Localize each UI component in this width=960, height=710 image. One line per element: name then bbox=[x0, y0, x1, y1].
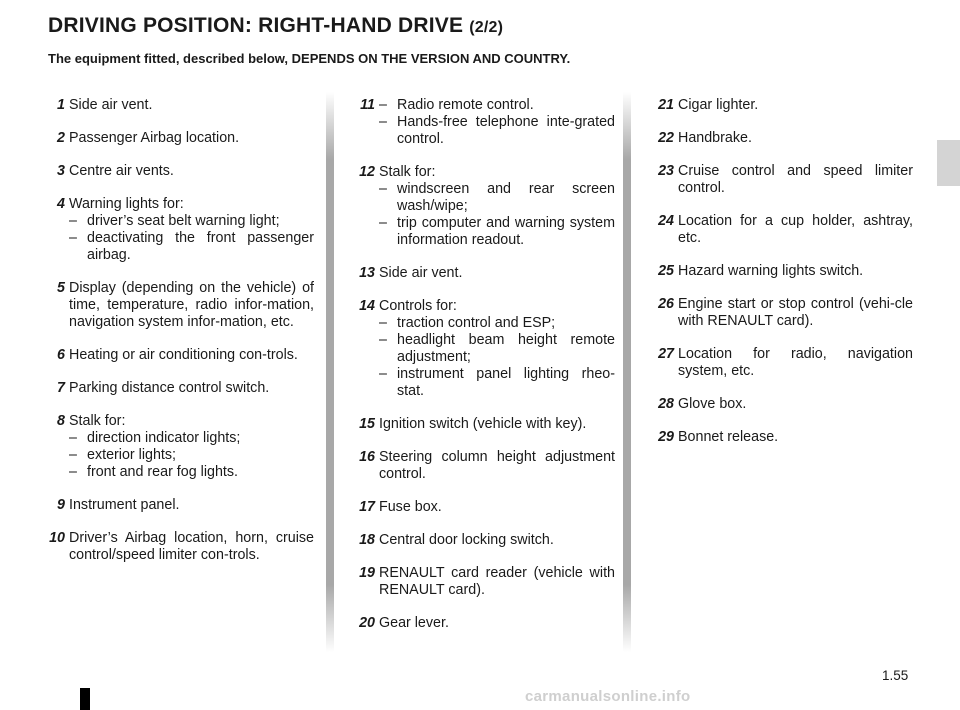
legend-item-text: Stalk for: bbox=[69, 413, 126, 429]
legend-item bbox=[350, 499, 615, 516]
legend-sub-item bbox=[69, 447, 314, 464]
legend-item-text: Cigar lighter. bbox=[678, 97, 759, 113]
legend-item bbox=[647, 263, 913, 280]
legend-item-number: 10 bbox=[49, 530, 65, 546]
legend-sub-item bbox=[69, 230, 314, 264]
legend-item-body bbox=[678, 346, 913, 380]
legend-item-number: 3 bbox=[57, 163, 65, 179]
legend-sub-item-text: trip computer and warning system information readout. bbox=[397, 215, 615, 248]
legend-sub-item bbox=[69, 430, 314, 447]
legend-item bbox=[46, 530, 314, 564]
legend-item bbox=[350, 565, 615, 599]
legend-item-text: Location for a cup holder, ashtray, etc. bbox=[678, 213, 913, 246]
legend-item-body bbox=[379, 265, 615, 282]
legend-item-body bbox=[678, 213, 913, 247]
legend-item-body bbox=[69, 530, 314, 564]
legend-sub-item bbox=[69, 213, 314, 230]
legend-item-text: Handbrake. bbox=[678, 130, 752, 146]
legend-item-number: 24 bbox=[658, 213, 674, 229]
legend-item bbox=[350, 298, 615, 400]
dash-bullet: – bbox=[379, 315, 387, 331]
legend-item bbox=[350, 164, 615, 249]
page-title-text: DRIVING POSITION: RIGHT-HAND DRIVE bbox=[48, 14, 464, 37]
legend-item-text: Bonnet release. bbox=[678, 429, 779, 445]
legend-item-body bbox=[69, 347, 314, 364]
legend-item-text: Parking distance control switch. bbox=[69, 380, 270, 396]
legend-item-body bbox=[69, 163, 314, 180]
legend-item-body bbox=[379, 565, 615, 599]
legend-item-body bbox=[678, 429, 913, 446]
legend-sub-item bbox=[379, 97, 615, 114]
legend-item-number: 5 bbox=[57, 280, 65, 296]
legend-item bbox=[46, 380, 314, 397]
legend-item bbox=[647, 130, 913, 147]
legend-item bbox=[350, 265, 615, 282]
legend-item bbox=[647, 429, 913, 446]
legend-item bbox=[46, 130, 314, 147]
legend-item bbox=[647, 396, 913, 413]
legend-sub-item-text: front and rear fog lights. bbox=[87, 464, 238, 480]
page-title bbox=[48, 14, 503, 38]
legend-item-number: 27 bbox=[658, 346, 674, 362]
legend-item bbox=[647, 296, 913, 330]
dash-bullet: – bbox=[69, 230, 77, 246]
legend-column-3 bbox=[647, 97, 913, 462]
legend-column-2 bbox=[350, 97, 615, 648]
legend-sub-item-text: Hands-free telephone inte-grated control. bbox=[397, 114, 615, 147]
legend-item-number: 22 bbox=[658, 130, 674, 146]
legend-item-text: Warning lights for: bbox=[69, 196, 184, 212]
legend-item-text: Passenger Airbag location. bbox=[69, 130, 240, 146]
legend-item bbox=[350, 97, 615, 148]
legend-item bbox=[46, 413, 314, 481]
legend-item-body bbox=[69, 196, 314, 264]
legend-item bbox=[647, 213, 913, 247]
legend-item-body bbox=[69, 497, 314, 514]
legend-item-text: Side air vent. bbox=[69, 97, 153, 113]
legend-item-body bbox=[678, 296, 913, 330]
legend-sub-item-text: traction control and ESP; bbox=[397, 315, 556, 331]
legend-item-number: 26 bbox=[658, 296, 674, 312]
column-divider-left bbox=[326, 92, 334, 652]
column-divider-right bbox=[623, 92, 631, 652]
legend-item-number: 29 bbox=[658, 429, 674, 445]
legend-item bbox=[350, 615, 615, 632]
legend-sub-item-text: exterior lights; bbox=[87, 447, 176, 463]
legend-item-number: 1 bbox=[57, 97, 65, 113]
legend-item bbox=[46, 163, 314, 180]
legend-item-number: 18 bbox=[359, 532, 375, 548]
legend-item-body bbox=[379, 615, 615, 632]
legend-item-body bbox=[379, 499, 615, 516]
legend-item-text: Glove box. bbox=[678, 396, 747, 412]
legend-sub-item bbox=[379, 215, 615, 249]
legend-item-body bbox=[69, 97, 314, 114]
legend-item-text: RENAULT card reader (vehicle with RENAULT card). bbox=[379, 565, 615, 598]
dash-bullet: – bbox=[379, 114, 387, 130]
legend-item-number: 2 bbox=[57, 130, 65, 146]
legend-item-number: 21 bbox=[658, 97, 674, 113]
legend-item-number: 6 bbox=[57, 347, 65, 363]
legend-sub-item bbox=[69, 464, 314, 481]
legend-item bbox=[46, 347, 314, 364]
dash-bullet: – bbox=[379, 97, 387, 113]
legend-item-body bbox=[379, 532, 615, 549]
legend-item-number: 4 bbox=[57, 196, 65, 212]
legend-item bbox=[46, 97, 314, 114]
legend-item-text: Instrument panel. bbox=[69, 497, 180, 513]
legend-item-body bbox=[678, 130, 913, 147]
legend-item-body bbox=[69, 380, 314, 397]
dash-bullet: – bbox=[379, 181, 387, 197]
legend-item-number: 8 bbox=[57, 413, 65, 429]
legend-item-body bbox=[678, 163, 913, 197]
legend-item-number: 25 bbox=[658, 263, 674, 279]
legend-item-number: 28 bbox=[658, 396, 674, 412]
legend-item bbox=[350, 449, 615, 483]
legend-item-number: 13 bbox=[359, 265, 375, 281]
legend-item-body bbox=[69, 413, 314, 481]
legend-item-number: 23 bbox=[658, 163, 674, 179]
legend-sub-item bbox=[379, 181, 615, 215]
legend-item-text: Heating or air conditioning con-trols. bbox=[69, 347, 298, 363]
legend-column-1 bbox=[46, 97, 314, 580]
legend-item bbox=[350, 416, 615, 433]
dash-bullet: – bbox=[69, 213, 77, 229]
legend-sub-item bbox=[379, 114, 615, 148]
legend-item bbox=[46, 280, 314, 331]
page-number: 1.55 bbox=[882, 668, 909, 683]
legend-item-number: 14 bbox=[359, 298, 375, 314]
legend-item bbox=[46, 497, 314, 514]
legend-item-body bbox=[379, 97, 615, 148]
legend-item-body bbox=[678, 97, 913, 114]
legend-item-body bbox=[678, 396, 913, 413]
page-title-suffix: (2/2) bbox=[469, 19, 504, 36]
legend-item-text: Display (depending on the vehicle) of time, temperature, radio infor-mation, navigation system infor-mation, etc. bbox=[69, 280, 314, 330]
legend-item-text: Gear lever. bbox=[379, 615, 449, 631]
legend-item-number: 16 bbox=[359, 449, 375, 465]
legend-item-text: Cruise control and speed limiter control. bbox=[678, 163, 913, 196]
legend-item-body bbox=[678, 263, 913, 280]
legend-item bbox=[647, 97, 913, 114]
legend-sub-item-text: windscreen and rear screen wash/wipe; bbox=[397, 181, 615, 214]
legend-item bbox=[647, 163, 913, 197]
legend-item-number: 7 bbox=[57, 380, 65, 396]
legend-item-text: Side air vent. bbox=[379, 265, 463, 281]
legend-item bbox=[647, 346, 913, 380]
legend-item bbox=[46, 196, 314, 264]
legend-sub-item-text: deactivating the front passenger airbag. bbox=[87, 230, 314, 263]
legend-item-body bbox=[69, 280, 314, 331]
legend-item-text: Centre air vents. bbox=[69, 163, 174, 179]
legend-sub-item bbox=[379, 332, 615, 366]
dash-bullet: – bbox=[69, 447, 77, 463]
legend-item-number: 9 bbox=[57, 497, 65, 513]
legend-sub-item-text: driver’s seat belt warning light; bbox=[87, 213, 280, 229]
legend-item-text: Ignition switch (vehicle with key). bbox=[379, 416, 587, 432]
legend-item-body bbox=[69, 130, 314, 147]
legend-sub-item-text: instrument panel lighting rheo-stat. bbox=[397, 366, 615, 399]
legend-item-number: 11 bbox=[360, 97, 375, 113]
legend-item-body bbox=[379, 164, 615, 249]
dash-bullet: – bbox=[69, 464, 77, 480]
legend-item-number: 19 bbox=[359, 565, 375, 581]
legend-item-text: Hazard warning lights switch. bbox=[678, 263, 864, 279]
page-subtitle: The equipment fitted, described below, DEPENDS ON THE VERSION AND COUNTRY. bbox=[48, 51, 571, 66]
legend-item-text: Central door locking switch. bbox=[379, 532, 554, 548]
legend-item-text: Controls for: bbox=[379, 298, 457, 314]
legend-item-number: 17 bbox=[359, 499, 375, 515]
legend-sub-item-text: Radio remote control. bbox=[397, 97, 534, 113]
legend-item-text: Driver’s Airbag location, horn, cruise control/speed limiter con-trols. bbox=[69, 530, 314, 563]
legend-sub-item bbox=[379, 366, 615, 400]
legend-item-number: 20 bbox=[359, 615, 375, 631]
dash-bullet: – bbox=[69, 430, 77, 446]
dash-bullet: – bbox=[379, 366, 387, 382]
legend-item-text: Location for radio, navigation system, etc. bbox=[678, 346, 913, 379]
legend-item-text: Fuse box. bbox=[379, 499, 442, 515]
legend-item-text: Stalk for: bbox=[379, 164, 436, 180]
crop-mark bbox=[80, 688, 90, 710]
legend-item-body bbox=[379, 298, 615, 400]
legend-item-number: 12 bbox=[359, 164, 375, 180]
legend-item-body bbox=[379, 449, 615, 483]
watermark: carmanualsonline.info bbox=[525, 688, 691, 705]
dash-bullet: – bbox=[379, 215, 387, 231]
legend-item-number: 15 bbox=[359, 416, 375, 432]
legend-sub-item bbox=[379, 315, 615, 332]
legend-item-text: Engine start or stop control (vehi-cle with RENAULT card). bbox=[678, 296, 913, 329]
legend-sub-item-text: headlight beam height remote adjustment; bbox=[397, 332, 615, 365]
legend-item-body bbox=[379, 416, 615, 433]
section-tab-marker bbox=[937, 140, 960, 186]
legend-sub-item-text: direction indicator lights; bbox=[87, 430, 241, 446]
legend-item-text: Steering column height adjustment control. bbox=[379, 449, 615, 482]
dash-bullet: – bbox=[379, 332, 387, 348]
legend-item bbox=[350, 532, 615, 549]
